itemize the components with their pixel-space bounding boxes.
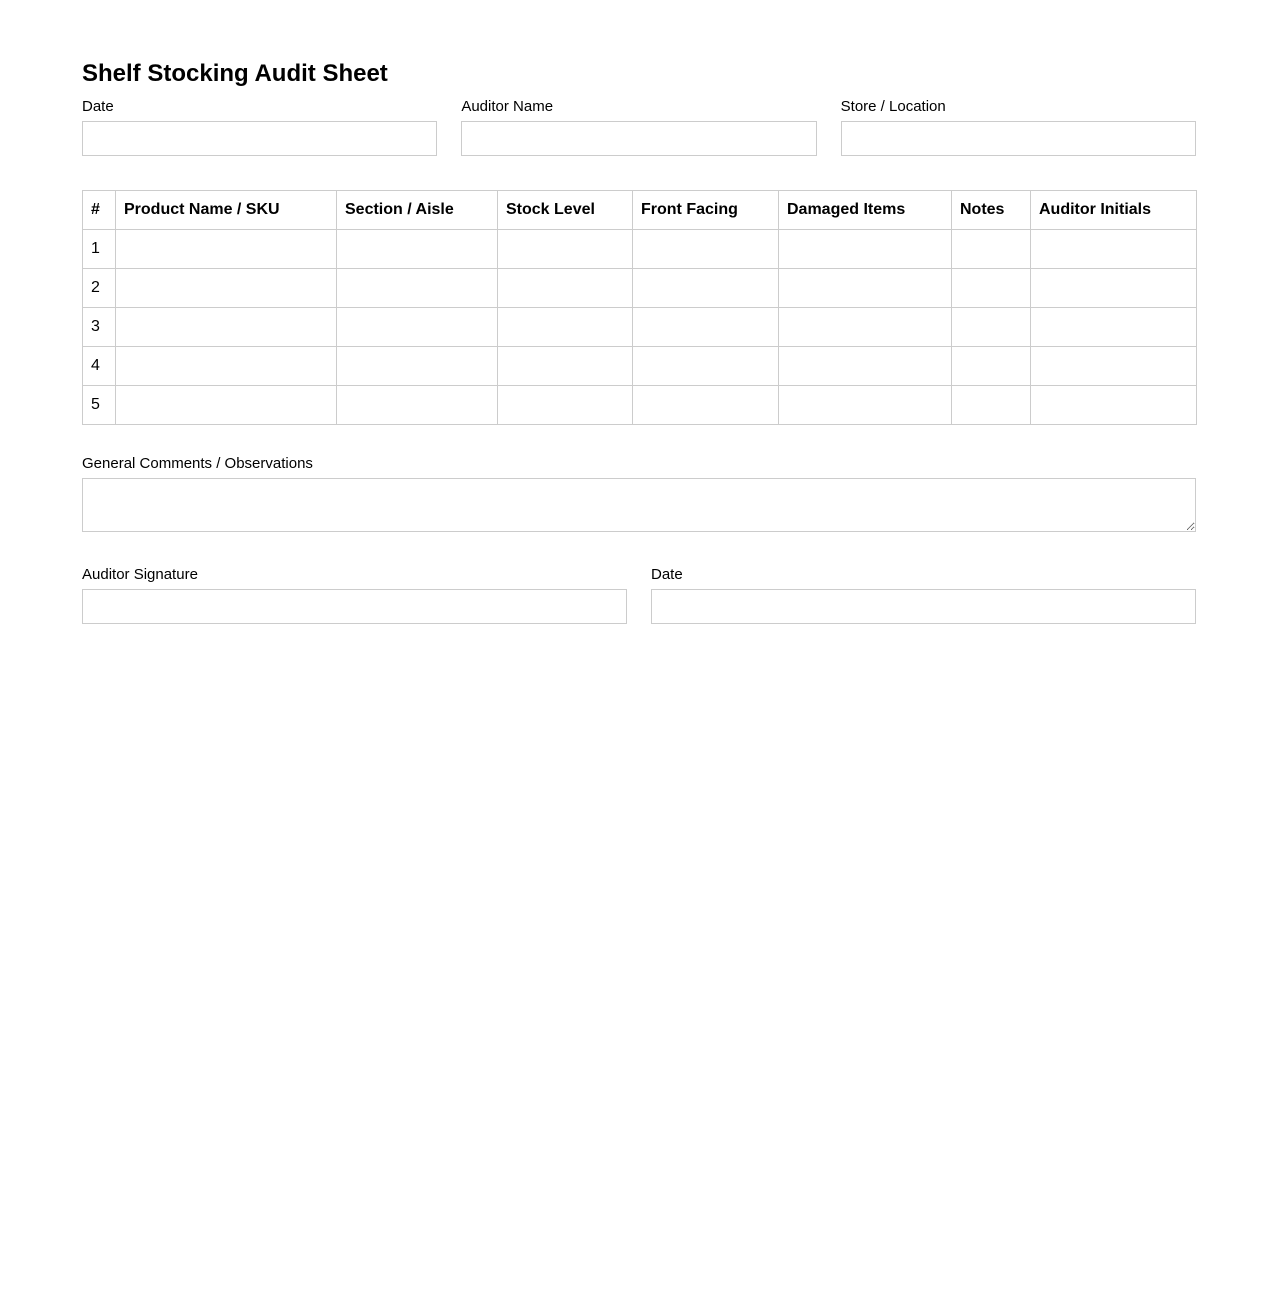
stock-level-cell[interactable]	[498, 269, 633, 308]
signature-input[interactable]	[82, 589, 627, 624]
col-header-damaged: Damaged Items	[779, 191, 952, 230]
front-facing-cell[interactable]	[633, 347, 779, 386]
notes-cell[interactable]	[952, 308, 1031, 347]
notes-cell[interactable]	[952, 269, 1031, 308]
row-number: 2	[83, 269, 116, 308]
product-cell[interactable]	[116, 230, 337, 269]
front-facing-cell[interactable]	[633, 386, 779, 425]
col-header-number: #	[83, 191, 116, 230]
page-title: Shelf Stocking Audit Sheet	[82, 60, 388, 87]
signature-date-input[interactable]	[651, 589, 1196, 624]
col-header-section: Section / Aisle	[337, 191, 498, 230]
product-cell[interactable]	[116, 308, 337, 347]
audit-table	[82, 190, 1197, 425]
table-row	[83, 386, 1197, 425]
table-row	[83, 230, 1197, 269]
stock-level-cell[interactable]	[498, 386, 633, 425]
section-cell[interactable]	[337, 269, 498, 308]
comments-textarea[interactable]	[82, 478, 1196, 532]
stock-level-cell[interactable]	[498, 230, 633, 269]
section-cell[interactable]	[337, 308, 498, 347]
damaged-cell[interactable]	[779, 230, 952, 269]
col-header-front-facing: Front Facing	[633, 191, 779, 230]
col-header-stock-level: Stock Level	[498, 191, 633, 230]
store-location-input[interactable]	[841, 121, 1196, 156]
notes-cell[interactable]	[952, 230, 1031, 269]
comments-group	[82, 455, 1196, 532]
table-header-row	[83, 191, 1197, 230]
row-number: 3	[83, 308, 116, 347]
auditor-name-field-group	[461, 98, 816, 156]
stock-level-cell[interactable]	[498, 308, 633, 347]
date-input[interactable]	[82, 121, 437, 156]
signature-date-label: Date	[651, 566, 683, 583]
date-field-group	[82, 98, 437, 156]
header-fields	[82, 98, 1196, 156]
damaged-cell[interactable]	[779, 386, 952, 425]
row-number: 4	[83, 347, 116, 386]
initials-cell[interactable]	[1031, 230, 1197, 269]
table-row	[83, 269, 1197, 308]
row-number: 5	[83, 386, 116, 425]
signature-field-group	[82, 566, 627, 624]
table-row	[83, 347, 1197, 386]
initials-cell[interactable]	[1031, 269, 1197, 308]
damaged-cell[interactable]	[779, 269, 952, 308]
damaged-cell[interactable]	[779, 308, 952, 347]
front-facing-cell[interactable]	[633, 269, 779, 308]
product-cell[interactable]	[116, 386, 337, 425]
audit-sheet	[82, 58, 1196, 624]
front-facing-cell[interactable]	[633, 308, 779, 347]
section-cell[interactable]	[337, 386, 498, 425]
damaged-cell[interactable]	[779, 347, 952, 386]
signature-date-field-group	[651, 566, 1196, 624]
table-row	[83, 308, 1197, 347]
col-header-initials: Auditor Initials	[1031, 191, 1197, 230]
store-location-field-group	[841, 98, 1196, 156]
signature-label: Auditor Signature	[82, 566, 198, 583]
comments-label: General Comments / Observations	[82, 455, 313, 472]
col-header-product: Product Name / SKU	[116, 191, 337, 230]
front-facing-cell[interactable]	[633, 230, 779, 269]
product-cell[interactable]	[116, 347, 337, 386]
section-cell[interactable]	[337, 347, 498, 386]
auditor-name-input[interactable]	[461, 121, 816, 156]
initials-cell[interactable]	[1031, 347, 1197, 386]
notes-cell[interactable]	[952, 347, 1031, 386]
stock-level-cell[interactable]	[498, 347, 633, 386]
footer-fields	[82, 566, 1196, 624]
initials-cell[interactable]	[1031, 308, 1197, 347]
product-cell[interactable]	[116, 269, 337, 308]
col-header-notes: Notes	[952, 191, 1031, 230]
initials-cell[interactable]	[1031, 386, 1197, 425]
section-cell[interactable]	[337, 230, 498, 269]
store-location-label: Store / Location	[840, 98, 946, 115]
row-number: 1	[83, 230, 116, 269]
date-label: Date	[82, 98, 114, 115]
notes-cell[interactable]	[952, 386, 1031, 425]
auditor-name-label: Auditor Name	[461, 98, 554, 115]
